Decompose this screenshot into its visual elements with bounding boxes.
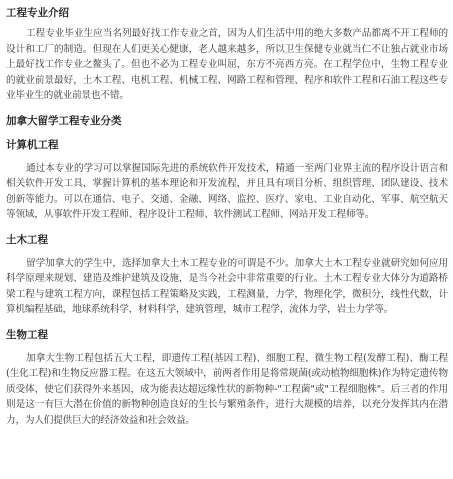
section-title-computer-engineering: 计算机工程 (6, 138, 59, 151)
paragraph-engineering-intro: 工程专业毕业生应当名列最好找工作专业之首，因为人们生活中用的绝大多数产品都离不开工程师的设计和工厂的制造。但现在人们更关心健康，老人越来越多，所以卫生保健专业就当仁不让独占就业市场上最好找工作专业之鳌头了。但也不必为工程专业叫屈，东方不亮西方亮。在工程学位中，生物工程专业的就业前景最好，土木工程、电机工程、机械工程、网路工程和管理、程序和软件工程和石油工程这些专业毕业生的就业前景也不错。 (6, 28, 448, 101)
paragraph-bioengineering: 加拿大生物工程包括五大工程，即遗传工程(基因工程)、细胞工程、微生物工程(发酵工程)、酶工程(生化工程)和生物反应器工程。在这五大领域中，前两者作用是将常规菌(或动植物细胞株)作为特定遗传物质受体，使它们获得外来基因，成为能表达超远缘性状的新物种-"工程菌"或"工程细胞株"。后三者的作用则是这一有巨大潜在价值的新物种创造良好的生长与繁殖条件，进行大规模的培养，以充分发挥其内在潜力，为人们提供巨大的经济效益和社会效益。 (6, 352, 448, 426)
section-title-civil-engineering: 土木工程 (6, 233, 48, 246)
section-title-engineering-intro: 工程专业介绍 (6, 7, 69, 19)
section-title-canada-engineering-categories: 加拿大留学工程专业分类 (6, 114, 122, 127)
paragraph-civil-engineering: 留学加拿大的学生中，选择加拿大土木工程专业的可谓是不少。加拿大土木工程专业就研究如何应用科学原理来规划、建造及维护建筑及设施，是当今社会中非常重要的行业。土木工程专业大体分为道路桥梁工程与建筑工程方向，课程包括工程策略及实践，工程测量，力学，物理化学，微积分，线性代数，计算机编程基础，地球系统科学，材料科学，建筑管理，城市工程学，流体力学，岩土力学等。 (6, 257, 448, 315)
paragraph-computer-engineering: 通过本专业的学习可以掌握国际先进的系统软件开发技术，精通一至两门业界主流的程序设计语言和相关软件开发工具，掌握计算机的基本理论和开发流程，并且具有项目分析、组织管理、团队建设、技术创新等能力。可以在通信、电子、交通、金融、网络、监控、医疗、家电、工业自动化、军事、航空航天等领域，从事软件开发工程师、程序设计工程师、软件测试工程师、网站开发工程师等。 (6, 162, 448, 220)
section-title-bioengineering: 生物工程 (6, 328, 48, 341)
